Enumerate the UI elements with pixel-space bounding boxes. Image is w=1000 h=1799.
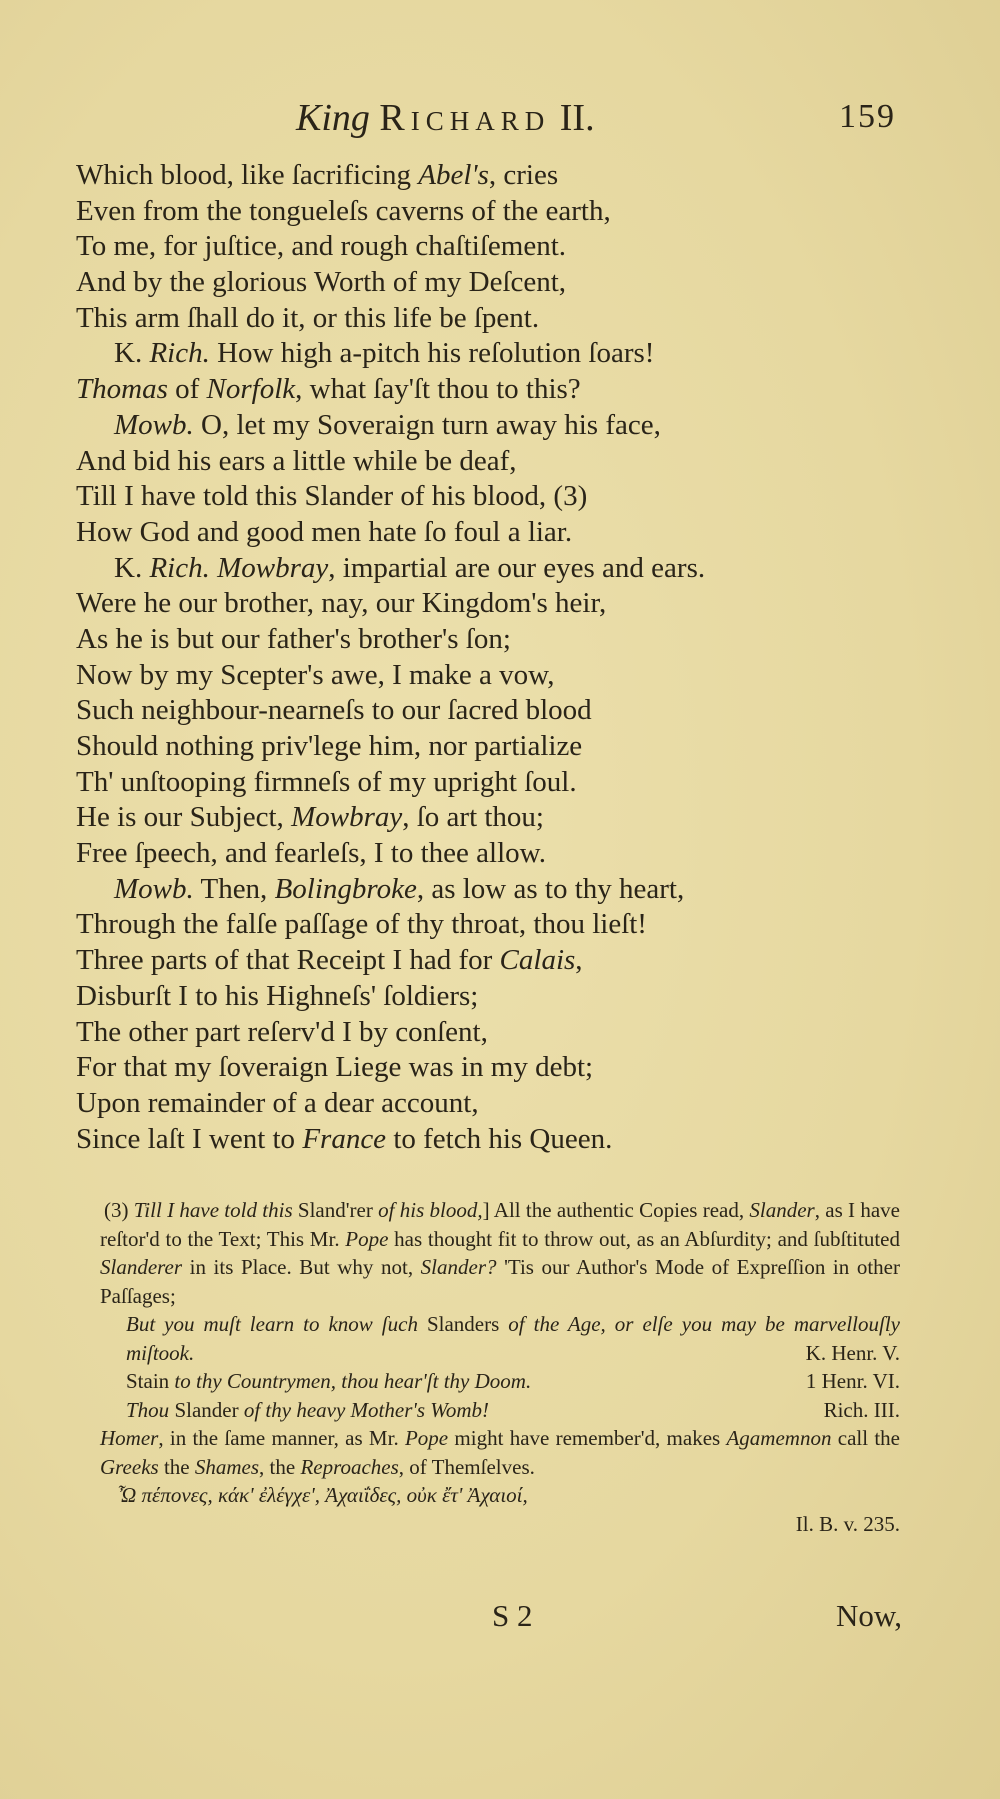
roman-text: K.: [114, 551, 150, 584]
roman-text: Till I have told this Slander of his blood, (3): [76, 480, 588, 513]
roman-text: K.: [114, 337, 150, 370]
roman-text: Sland'rer: [292, 1198, 379, 1222]
verse-line: [76, 765, 916, 801]
roman-text: ,: [575, 944, 583, 977]
italic-text: Abel's: [418, 159, 489, 191]
italic-text: Mowb.: [114, 872, 194, 905]
greek-quote: Ὦ πέπονες, κάκ' ἐλέγχε', Ἀχαιΐδες, οὐκ ἔτ' Ἀχαιοί,: [118, 1483, 528, 1507]
roman-text: Then,: [193, 872, 275, 905]
roman-text: The other part reſerv'd I by conſent,: [76, 1015, 488, 1048]
italic-text: Thomas: [76, 373, 168, 406]
verse-line: [76, 658, 916, 694]
verse-line: [76, 515, 916, 551]
italic-text: of the Age, or elſe you may be marvellouſly miſtook.: [126, 1312, 901, 1365]
verse-line: [76, 336, 916, 372]
verse-line: [76, 800, 916, 836]
catchword: Now,: [835, 1598, 902, 1633]
verse-line: [76, 943, 916, 979]
italic-text: Thou: [126, 1397, 170, 1422]
verse-line: [76, 265, 916, 301]
roman-text: Th' unſtooping firmneſs of my upright ſoul.: [76, 765, 577, 798]
roman-text: , in the ſame manner, as Mr.: [158, 1426, 405, 1450]
italic-text: Till I have told this: [133, 1198, 293, 1222]
roman-text: in its Place. But why not,: [182, 1255, 421, 1279]
italic-text: Calais: [499, 944, 576, 977]
roman-text: Disburſt I to his Highneſs' ſoldiers;: [76, 979, 479, 1012]
roman-text: might have remember'd, makes: [448, 1426, 727, 1450]
verse-line: [76, 907, 916, 943]
roman-text: ] All the authentic Copies read,: [482, 1198, 750, 1222]
verse-line: [76, 229, 916, 265]
italic-text: Agamemnon: [726, 1426, 832, 1450]
italic-text: Greeks: [100, 1454, 159, 1479]
italic-text: Rich.: [149, 551, 210, 584]
roman-text: And by the glorious Worth of my Deſcent,: [76, 266, 567, 299]
italic-text: Pope: [345, 1226, 389, 1251]
roman-text: of: [167, 373, 207, 406]
italic-text: Norfolk: [206, 373, 296, 406]
quote-text: [126, 1396, 489, 1425]
quote-text: [126, 1367, 531, 1396]
verse-line: [76, 1050, 916, 1086]
roman-text: Through the falſe paſſage of thy throat, thou lieſt!: [76, 908, 647, 941]
roman-text: And bid his ears a little while be deaf,: [76, 444, 517, 477]
roman-text: Such neighbour-nearneſs to our ſacred blood: [76, 694, 592, 727]
roman-text: How God and good men hate ſo foul a liar.: [76, 515, 573, 548]
roman-text: , the: [259, 1454, 301, 1479]
verse-block: [76, 158, 916, 1157]
verse-line: [76, 979, 916, 1015]
title-richard: Richard: [379, 97, 551, 139]
roman-text: , ſo art thou;: [402, 801, 544, 834]
roman-text: to fetch his Queen.: [386, 1122, 613, 1155]
italic-text: France: [302, 1122, 387, 1155]
roman-text: How high a-pitch his reſolution ſoars!: [209, 337, 655, 370]
italic-text: Rich.: [149, 337, 210, 370]
roman-text: the: [158, 1454, 195, 1479]
title-king: King: [296, 97, 370, 139]
roman-text: 'Tis our Author's Mode of Expreſſion in other Paſſages;: [100, 1255, 900, 1308]
roman-text: Should nothing priv'lege him, nor partialize: [76, 730, 583, 762]
verse-line: [76, 622, 916, 658]
roman-text: , impartial are our eyes and ears.: [328, 551, 706, 584]
quote-text: [126, 1310, 900, 1367]
footnote-para-2: [100, 1424, 900, 1481]
roman-text: He is our Subject,: [76, 801, 292, 834]
page-number: 159: [839, 98, 896, 135]
roman-text: To me, for juſtice, and rough chaſtiſement.: [76, 230, 567, 263]
roman-text: Three parts of that Receipt I had for: [76, 944, 500, 977]
verse-line: [76, 479, 916, 515]
roman-text: , as low as to thy heart,: [416, 872, 685, 905]
roman-text: Upon remainder of a dear account,: [76, 1086, 479, 1119]
roman-text: Were he our brother, nay, our Kingdom's heir,: [76, 587, 607, 620]
verse-line: [76, 408, 916, 444]
verse-line: [76, 1122, 916, 1158]
signature-mark: S 2: [492, 1598, 533, 1633]
running-header: [76, 96, 896, 146]
italic-text: Slander: [749, 1198, 815, 1222]
roman-text: Now by my Scepter's awe, I make a vow,: [76, 658, 555, 691]
italic-text: of thy heavy Mother's Womb!: [243, 1397, 490, 1422]
roman-text: has thought fit to throw out, as an Abſurdity; and ſubſtituted: [388, 1226, 900, 1251]
footnote-para-1: [100, 1196, 900, 1310]
roman-text: This arm ſhall do it, or this life be ſpent.: [76, 301, 540, 334]
italic-text: Mowbray: [217, 551, 329, 584]
verse-line: [76, 551, 916, 587]
title-number: II.: [559, 97, 595, 139]
footnote-quote-2: [100, 1367, 900, 1396]
quote-source: K. Henr. V.: [805, 1340, 900, 1365]
italic-text: But you muſt learn to know ſuch: [126, 1312, 418, 1336]
italic-text: Slanderer: [100, 1255, 183, 1279]
roman-text: Free ſpeech, and fearleſs, I to thee allow.: [76, 837, 546, 870]
italic-text: Pope: [404, 1426, 449, 1450]
quote-source: 1 Henr. VI.: [805, 1369, 900, 1393]
roman-text: , of Themſelves.: [398, 1454, 535, 1479]
greek-source: Il. B. v. 235.: [795, 1511, 900, 1536]
italic-text: Homer: [100, 1426, 159, 1450]
italic-text: Mowbray: [291, 801, 403, 834]
verse-line: [76, 729, 916, 765]
verse-line: [76, 158, 916, 194]
verse-line: [76, 1086, 916, 1122]
italic-text: Reproaches: [300, 1454, 399, 1479]
roman-text: Slander: [169, 1397, 244, 1422]
italic-text: Shames: [194, 1454, 260, 1479]
footnote-quote-3: [100, 1396, 900, 1425]
roman-text: Which blood, like ſacrificing: [76, 159, 419, 191]
footnote: [100, 1196, 900, 1538]
verse-line: [76, 836, 916, 872]
verse-line: [76, 586, 916, 622]
verse-line: [76, 1015, 916, 1051]
roman-text: O, let my Soveraign turn away his face,: [193, 408, 661, 441]
italic-text: of his blood,: [378, 1198, 483, 1222]
verse-line: [76, 693, 916, 729]
roman-text: , what ſay'ſt thou to this?: [295, 373, 581, 406]
roman-text: Slanders: [417, 1312, 509, 1336]
verse-line: [76, 872, 916, 908]
roman-text: , cries: [488, 159, 559, 191]
italic-text: Mowb.: [114, 408, 194, 441]
verse-line: [76, 372, 916, 408]
quote-source: Rich. III.: [823, 1397, 900, 1422]
roman-text: call the: [831, 1426, 900, 1450]
roman-text: Stain: [126, 1369, 175, 1393]
running-title: [296, 96, 595, 140]
verse-line: [76, 301, 916, 337]
roman-text: For that my ſoveraign Liege was in my debt;: [76, 1051, 594, 1084]
verse-line: [76, 444, 916, 480]
roman-text: As he is but our father's brother's ſon;: [76, 622, 511, 655]
italic-text: to thy Countrymen, thou hear'ſt thy Doom.: [174, 1369, 532, 1393]
verse-line: [76, 194, 916, 230]
roman-text: Since laſt I went to: [76, 1122, 303, 1155]
roman-text: , as I have reſtor'd to the Text; This Mr.: [100, 1198, 900, 1251]
italic-text: Bolingbroke: [274, 872, 417, 905]
roman-text: (3): [104, 1198, 134, 1222]
italic-text: Slander?: [420, 1255, 497, 1279]
roman-text: Even from the tongueleſs caverns of the earth,: [76, 194, 611, 227]
footnote-quote-1: [100, 1310, 900, 1367]
